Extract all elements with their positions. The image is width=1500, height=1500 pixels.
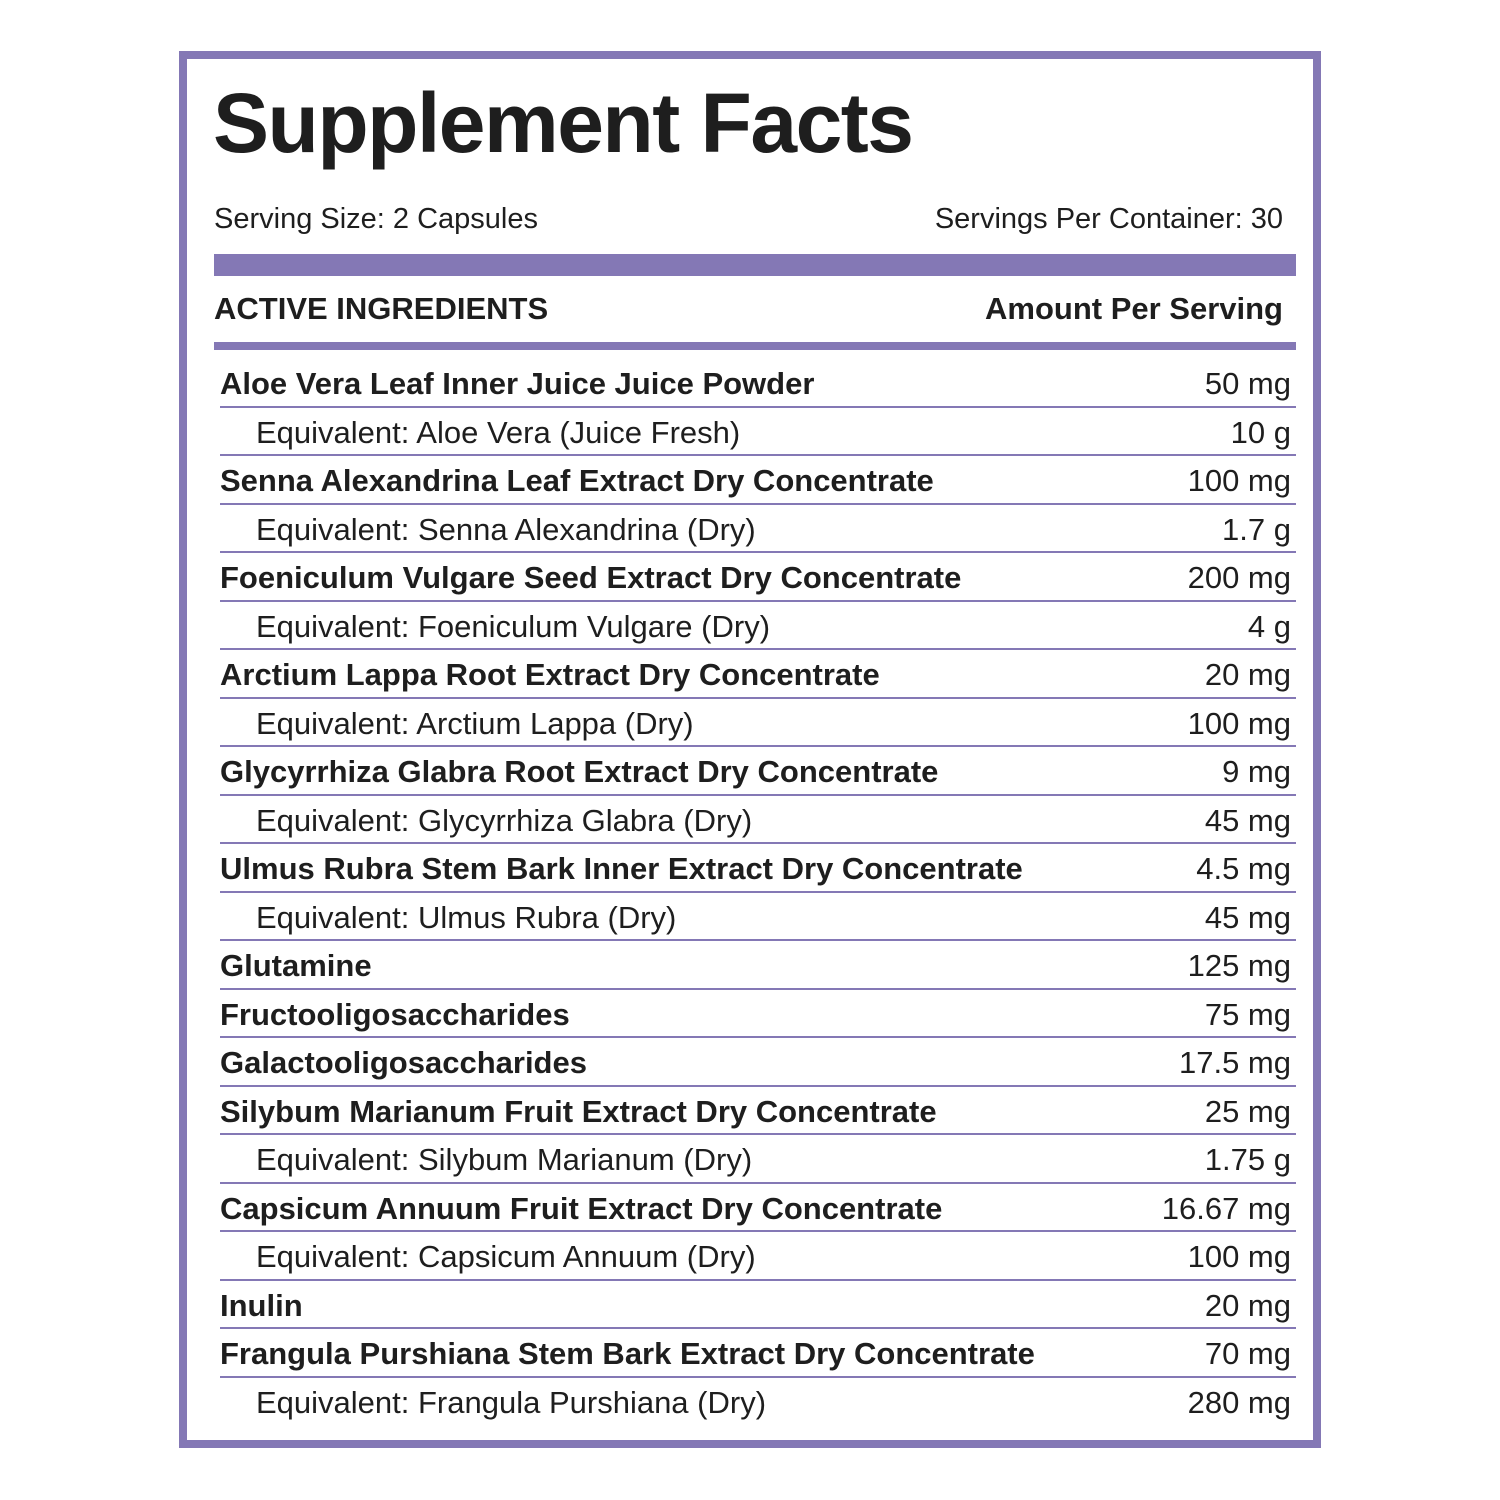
ingredient-amount: 4 g (1247, 608, 1291, 644)
ingredient-amount: 75 mg (1204, 996, 1291, 1032)
equivalent-row (220, 505, 1296, 554)
equivalent-row (220, 1232, 1296, 1281)
equivalent-row (220, 699, 1296, 748)
page-title: Supplement Facts (213, 76, 913, 170)
column-header-ingredients: ACTIVE INGREDIENTS (214, 291, 549, 326)
ingredient-row (220, 359, 1296, 408)
ingredient-amount: 50 mg (1204, 366, 1291, 401)
servings-per-container: Servings Per Container: 30 (934, 203, 1283, 235)
ingredient-amount: 125 mg (1187, 948, 1291, 983)
ingredient-row (220, 1329, 1296, 1378)
ingredient-row (220, 1087, 1296, 1136)
ingredient-row (220, 456, 1296, 505)
equivalent-row (220, 796, 1296, 845)
ingredient-row (220, 747, 1296, 796)
ingredient-name: Aloe Vera Leaf Inner Juice Juice Powder (220, 366, 815, 401)
ingredient-name: Arctium Lappa Root Extract Dry Concentrate (220, 657, 880, 692)
ingredient-amount: 45 mg (1204, 802, 1291, 838)
ingredient-amount: 25 mg (1204, 1093, 1291, 1129)
equivalent-name: Equivalent: Capsicum Annuum (Dry) (256, 1239, 756, 1274)
ingredient-row (220, 553, 1296, 602)
equivalent-name: Equivalent: Frangula Purshiana (Dry) (256, 1384, 767, 1420)
ingredient-name: Fructooligosaccharides (220, 996, 570, 1032)
supplement-facts-panel (179, 51, 1321, 1448)
ingredient-amount: 20 mg (1204, 1287, 1291, 1323)
serving-size: Serving Size: 2 Capsules (214, 203, 538, 235)
ingredient-row (220, 650, 1296, 699)
ingredient-amount: 1.75 g (1204, 1142, 1291, 1177)
ingredient-name: Silybum Marianum Fruit Extract Dry Concentrate (220, 1093, 937, 1129)
equivalent-name: Equivalent: Senna Alexandrina (Dry) (256, 511, 756, 547)
ingredient-amount: 1.7 g (1222, 511, 1291, 547)
equivalent-name: Equivalent: Silybum Marianum (Dry) (256, 1142, 753, 1177)
ingredient-name: Inulin (220, 1287, 303, 1323)
ingredient-name: Capsicum Annuum Fruit Extract Dry Concentrate (220, 1190, 943, 1226)
ingredient-amount: 280 mg (1187, 1384, 1291, 1420)
ingredient-list (220, 359, 1296, 1426)
header-divider (214, 342, 1296, 350)
ingredient-amount: 9 mg (1222, 754, 1291, 789)
column-header-amount: Amount Per Serving (985, 291, 1283, 326)
ingredient-name: Frangula Purshiana Stem Bark Extract Dry Concentrate (220, 1336, 1035, 1371)
equivalent-row (220, 408, 1296, 457)
ingredient-name: Glycyrrhiza Glabra Root Extract Dry Concentrate (220, 754, 939, 789)
equivalent-name: Equivalent: Foeniculum Vulgare (Dry) (256, 608, 771, 644)
equivalent-row (220, 1378, 1296, 1427)
header-divider-thick (214, 254, 1296, 276)
equivalent-name: Equivalent: Glycyrrhiza Glabra (Dry) (256, 802, 753, 838)
ingredient-amount: 100 mg (1187, 705, 1291, 741)
ingredient-amount: 45 mg (1204, 899, 1291, 935)
ingredient-amount: 100 mg (1187, 463, 1291, 498)
ingredient-row (220, 844, 1296, 893)
equivalent-name: Equivalent: Ulmus Rubra (Dry) (256, 899, 677, 935)
ingredient-row (220, 1038, 1296, 1087)
equivalent-row (220, 893, 1296, 942)
ingredient-amount: 100 mg (1187, 1239, 1291, 1274)
ingredient-amount: 10 g (1230, 414, 1291, 450)
ingredient-name: Ulmus Rubra Stem Bark Inner Extract Dry Concentrate (220, 851, 1023, 886)
ingredient-amount: 4.5 mg (1196, 851, 1291, 886)
ingredient-name: Glutamine (220, 948, 372, 983)
ingredient-name: Senna Alexandrina Leaf Extract Dry Concentrate (220, 463, 934, 498)
ingredient-name: Galactooligosaccharides (220, 1045, 587, 1080)
ingredient-row (220, 990, 1296, 1039)
equivalent-row (220, 602, 1296, 651)
equivalent-row (220, 1135, 1296, 1184)
equivalent-name: Equivalent: Aloe Vera (Juice Fresh) (256, 414, 741, 450)
ingredient-amount: 200 mg (1187, 560, 1291, 595)
ingredient-row (220, 941, 1296, 990)
ingredient-row (220, 1281, 1296, 1330)
ingredient-amount: 16.67 mg (1161, 1190, 1291, 1226)
equivalent-name: Equivalent: Arctium Lappa (Dry) (256, 705, 694, 741)
ingredient-name: Foeniculum Vulgare Seed Extract Dry Concentrate (220, 560, 962, 595)
ingredient-amount: 70 mg (1204, 1336, 1291, 1371)
ingredient-amount: 20 mg (1204, 657, 1291, 692)
ingredient-row (220, 1184, 1296, 1233)
ingredient-amount: 17.5 mg (1178, 1045, 1291, 1080)
